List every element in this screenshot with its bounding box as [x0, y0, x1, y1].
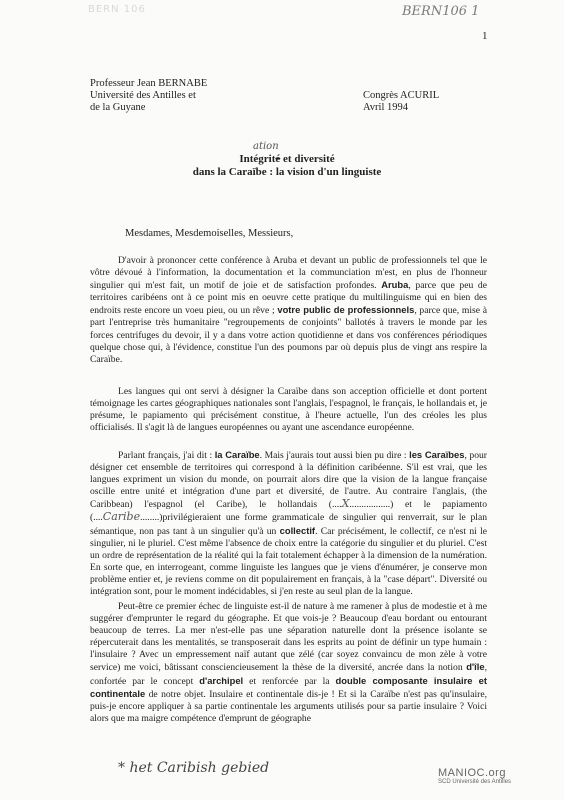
bold-text: d'île: [466, 661, 485, 673]
text: .................) et le papiamento (....: [90, 499, 487, 524]
text: D'avoir à prononcer cette conférence à Aruba et devant un public de professionnels tel que le vôtre dévoué à l'information, la documentation et la communciation m'est, en plus de l'honneur singulier qui m'est fait, un motif de joie et de satisfaction profondes.: [90, 255, 487, 292]
title-struck-letter: é: [275, 153, 281, 165]
title-rest: et diversité: [280, 153, 335, 165]
author-name: Professeur Jean BERNABE: [90, 78, 208, 89]
title-word: Intégrit: [239, 153, 276, 165]
author-block: [90, 78, 207, 114]
author-institution-line1: Université des Antilles et: [90, 90, 196, 101]
event-name: Congrès ACURIL: [363, 90, 440, 101]
bold-text: collectif: [279, 524, 316, 536]
text: , confortée par le concept: [90, 662, 487, 687]
manioc-logo: [438, 767, 511, 785]
text: et renforcée par la: [243, 675, 336, 687]
handwritten-footnote: * het Caribish gebied: [118, 760, 270, 776]
paragraph-1: [90, 255, 487, 366]
text: , parce que peu de territoires caribéens ont à ce point mis en oeuvre cette pratique du multilinguisme qui en bien des endroits reste encore un voeu pieu, ou un rêve ;: [90, 280, 487, 317]
text: , parce que, mise à part l'entreprise très humanitaire "regroupements de conjoints" ballotés à travers le monde par les forces centrifuges du devoir, il y a dans votre action quotidienne et dans vos conférences périodiques quelque chose qui, à l'évidence, constitue l'un des poumons par où depuis plus de vingt ans respire la Caraïbe.: [90, 305, 488, 365]
handwritten-insert: X: [341, 497, 350, 511]
text: . Car précisément, le collectif, ce n'est ni le singulier, ni le pluriel. C'est même l'absence de choix entre la catégorie du singulier et du pluriel. C'est un ordre de représentation de la réalité qui la fait totalement échapper à la dimension de la numération. En sorte que, en interrogeant, comme linguiste les langues que je viens d'énumérer, je conserve mon problème entier et, je reviens comme on dit populairement en français, à la "case départ". Diversité ou intégration sont, pour le moment indécidables, si j'en reste au seul plan de la langue.: [90, 525, 487, 598]
author-institution-line2: de la Guyane: [90, 102, 146, 113]
event-block: [363, 90, 439, 114]
logo-subtitle: SCD Université des Antilles: [438, 779, 512, 785]
title-line2: dans la Caraïbe : la vision d'un linguiste: [192, 166, 382, 178]
text: . Mais j'aurais tout aussi bien pu dire :: [259, 450, 410, 461]
paragraph-4: [90, 601, 487, 725]
paragraph-2: Les langues qui ont servi à désigner la Caraïbe dans son acception officielle et dont portent témoignage les cartes géographiques nationales sont l'anglais, l'espagnol, le français, le hollandais et, je présume, le papiamento qui précisément constitue, à l'heure actuelle, l'un des créoles les plus officialisés. Il s'agit là de langues européennes ou ayant une ascendance européenne.: [90, 386, 487, 434]
bold-text: Aruba: [381, 279, 409, 291]
title-line1: [90, 153, 484, 166]
bold-text: d'archipel: [199, 674, 244, 686]
logo-name: MANIOC.org: [438, 767, 506, 779]
page-number: 1: [482, 30, 488, 42]
bold-text: votre public de professionnels: [277, 304, 415, 316]
text: de notre objet. Insulaire et continentale dis-je ! Et si la Caraïbe n'est pas qu'insulaire, puis-je encore appliquer à sa partie continentale les arguments utilisés pour sa partie insulaire ? Voici alors que ma maigre compétence d'emprunt de géographe: [90, 688, 487, 724]
paragraph-3: [90, 449, 487, 598]
text: ........)privilégieraient une forme grammaticale de singulier qui renverrait, sur le plan sémantique, non pas tant à un singulier qu'à un: [90, 512, 487, 537]
bold-text: la Caraïbe: [214, 449, 260, 460]
bold-text: les Caraïbes: [409, 449, 465, 460]
handwritten-correction: ation: [253, 141, 279, 152]
document-title: [90, 153, 484, 179]
handwritten-insert: Caribe: [102, 510, 141, 524]
text: , pour désigner cet ensemble de territoires qui correspond à la définition caribéenne. S'il est vrai, que les langues expriment un vision du monde, on pourrait alors dire que la vision de la langue française oscille entre unité et intégration d'une part et diversité, de l'autre. Au contraire l'anglais, (the Caribbean) l'espagnol (el Caribe), le hollandais (....: [90, 450, 487, 511]
handwritten-reference: BERN106 1: [402, 4, 480, 19]
ghost-stamp: BERN 106: [88, 4, 146, 15]
text: Parlant français, j'ai dit :: [118, 450, 215, 461]
salutation: Mesdames, Mesdemoiselles, Messieurs,: [125, 228, 294, 239]
bold-text: double composante insulaire et continentale: [90, 674, 487, 699]
event-date: Avril 1994: [363, 102, 409, 113]
text: Peut-être ce premier échec de linguiste est-il de nature à me ramener à plus de modestie et à me suggérer d'emprunter le regard du géographe. Et que vois-je ? Beaucoup d'eau bordant ou entourant beaucoup de terres. La mer n'est-elle pas une séparation naturelle dont la présence isolante se répercuterait dans les mentalités, se transposerait dans les esprits au point de définir un type humain : l'insulaire ? Avec un empressement naïf autant que zélé (car soyez convaincu de mon zèle à votre service) me voici, bâtissant consciencieusement la thèse de la diversité, ancrée dans la notion: [90, 601, 487, 674]
